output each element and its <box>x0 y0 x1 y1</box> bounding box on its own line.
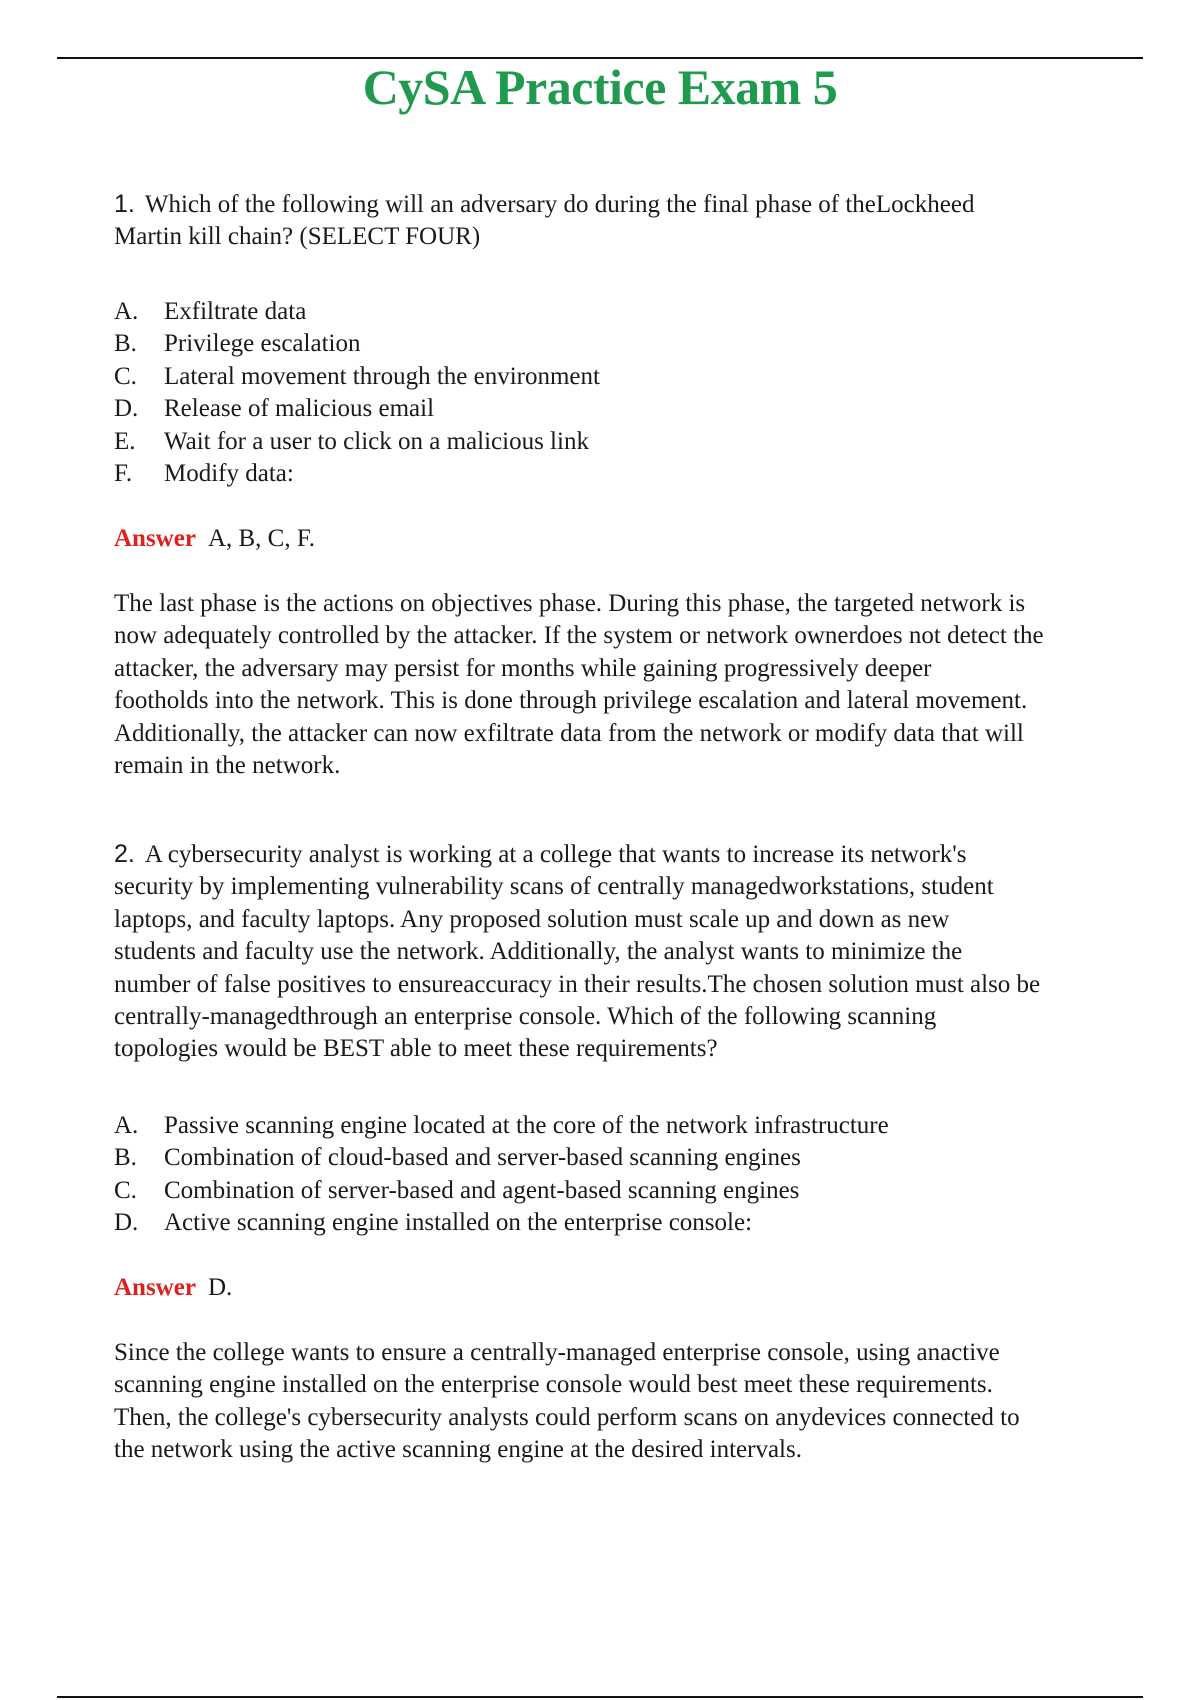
option-b <box>114 1142 1144 1174</box>
question-text <box>114 188 1144 254</box>
option-f <box>114 458 1144 490</box>
explanation-line: now adequately controlled by the attacker. If the system or network ownerdoes not detect the <box>114 622 1044 650</box>
question-text <box>114 838 1144 1066</box>
question-line <box>114 871 1144 903</box>
question-line-text: security by implementing vulnerability scans of centrally managedworkstations, student <box>114 873 994 901</box>
question-number: 2. <box>114 840 135 868</box>
question-line <box>114 969 1144 1001</box>
question-line-text: A cybersecurity analyst is working at a college that wants to increase its network's <box>144 841 967 868</box>
explanation-line: Then, the college's cybersecurity analysts could perform scans on anydevices connected to <box>114 1403 1020 1431</box>
explanation <box>114 588 1144 782</box>
option-letter: C. <box>114 1176 137 1204</box>
option-e <box>114 426 1144 458</box>
option-letter: B. <box>114 1144 137 1172</box>
option-text: Combination of cloud-based and server-based scanning engines <box>164 1144 801 1172</box>
answer <box>114 523 1144 555</box>
option-letter: D. <box>114 395 139 423</box>
question-line-text: Which of the following will an adversary do during the final phase of theLockheed <box>144 191 975 218</box>
option-text: Exfiltrate data <box>164 298 307 325</box>
explanation-line: the network using the active scanning engine at the desired intervals. <box>114 1436 802 1464</box>
option-text: Passive scanning engine located at the core of the network infrastructure <box>164 1112 889 1139</box>
explanation-line: Additionally, the attacker can now exfiltrate data from the network or modify data that will <box>114 719 1024 747</box>
option-text: Modify data: <box>164 460 294 488</box>
option-text: Wait for a user to click on a malicious link <box>164 427 589 455</box>
explanation-line: scanning engine installed on the enterprise console would best meet these requirements. <box>114 1371 993 1399</box>
option-d <box>114 1207 1144 1239</box>
question-line-text: students and faculty use the network. Additionally, the analyst wants to minimize the <box>114 938 963 966</box>
option-c <box>114 361 1144 393</box>
question-line-text: Martin kill chain? (SELECT FOUR) <box>114 223 481 251</box>
answer-value: D. <box>207 1274 233 1301</box>
explanation-line: Since the college wants to ensure a centrally-managed enterprise console, using anactive <box>114 1339 1000 1366</box>
option-letter: C. <box>114 362 137 390</box>
options-list <box>114 1110 1144 1240</box>
option-letter: F. <box>114 460 133 488</box>
option-d <box>114 393 1144 425</box>
option-a <box>114 1110 1144 1142</box>
question-line <box>114 221 1144 253</box>
question-number: 1. <box>114 190 135 218</box>
answer-value: A, B, C, F. <box>207 525 315 552</box>
explanation-line: footholds into the network. This is done through privilege escalation and lateral movement. <box>114 687 1028 715</box>
question-line <box>114 936 1144 968</box>
option-letter: A. <box>114 1112 139 1139</box>
option-letter: E. <box>114 427 136 455</box>
question-line <box>114 904 1144 936</box>
page-title: CySA Practice Exam 5 <box>362 59 838 115</box>
explanation-line: remain in the network. <box>114 752 341 780</box>
option-text: Active scanning engine installed on the enterprise console: <box>164 1209 753 1237</box>
question-line <box>114 1033 1144 1065</box>
explanation-line: attacker, the adversary may persist for months while gaining progressively deeper <box>114 654 932 682</box>
question-line-text: number of false positives to ensureaccuracy in their results.The chosen solution must also be <box>114 970 1041 998</box>
option-text: Lateral movement through the environment <box>164 362 600 390</box>
option-letter: B. <box>114 330 137 358</box>
option-letter: D. <box>114 1209 139 1237</box>
question-line <box>114 1001 1144 1033</box>
question-line-text: laptops, and faculty laptops. Any proposed solution must scale up and down as new <box>114 905 950 933</box>
question-line-text: topologies would be BEST able to meet these requirements? <box>114 1035 718 1063</box>
answer-label: Answer <box>114 525 196 552</box>
explanation-line: The last phase is the actions on objectives phase. During this phase, the targeted network is <box>114 590 1026 617</box>
options-list <box>114 296 1144 490</box>
explanation <box>114 1337 1144 1467</box>
question-line <box>114 188 1144 221</box>
option-letter: A. <box>114 298 139 325</box>
question-line-text: centrally-managedthrough an enterprise console. Which of the following scanning <box>114 1003 937 1031</box>
answer-label: Answer <box>114 1274 196 1301</box>
option-c <box>114 1175 1144 1207</box>
option-text: Combination of server-based and agent-based scanning engines <box>164 1176 800 1204</box>
option-b <box>114 328 1144 360</box>
question-line <box>114 838 1144 871</box>
answer <box>114 1272 1144 1304</box>
option-text: Privilege escalation <box>164 330 361 358</box>
option-a <box>114 296 1144 328</box>
option-text: Release of malicious email <box>164 395 435 423</box>
bottom-rule <box>57 1696 1143 1698</box>
